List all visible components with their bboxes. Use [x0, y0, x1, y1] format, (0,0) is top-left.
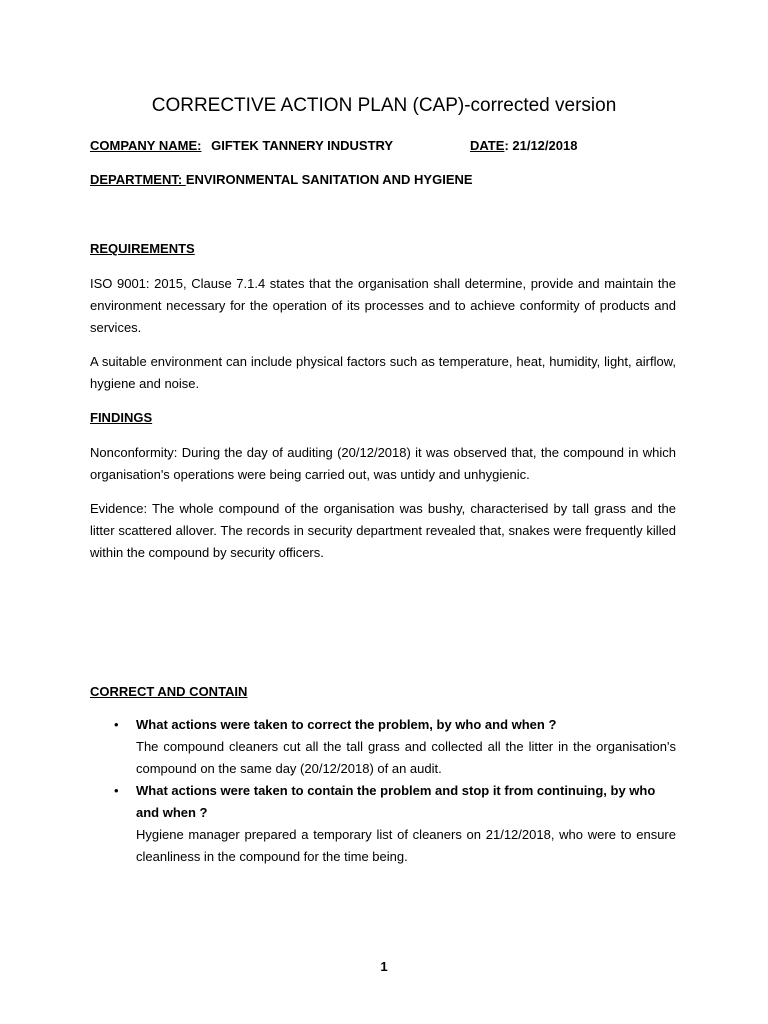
requirements-paragraph-2: A suitable environment can include physical factors such as temperature, heat, humidity, light, airflow, hygiene and noise.: [90, 354, 676, 391]
correct-contain-list: [90, 714, 676, 868]
company-line: [90, 137, 393, 155]
department-value: ENVIRONMENTAL SANITATION AND HYGIENE: [185, 172, 473, 187]
date-line: [470, 137, 577, 155]
list-item-answer: The compound cleaners cut all the tall grass and collected all the litter in the organisation's compound on the same day (20/12/2018) of an audit.: [136, 739, 676, 776]
list-item-answer: Hygiene manager prepared a temporary list of cleaners on 21/12/2018, who were to ensure cleanliness in the compound for the time being.: [136, 827, 676, 864]
page-number: 1: [380, 959, 388, 974]
list-item: [90, 780, 676, 868]
company-value: GIFTEK TANNERY INDUSTRY: [211, 138, 394, 153]
correct-contain-heading: CORRECT AND CONTAIN: [90, 684, 248, 699]
bullet-icon: •: [114, 717, 119, 732]
date-value: : 21/12/2018: [504, 138, 578, 153]
list-item: [90, 714, 676, 780]
evidence-paragraph: Evidence: The whole compound of the organisation was bushy, characterised by tall grass and the litter scattered allover. The records in security department revealed that, snakes were frequently killed within the compound by security officers.: [90, 501, 676, 560]
bullet-icon: •: [114, 783, 119, 798]
date-label: DATE: [470, 138, 505, 153]
department-label: DEPARTMENT:: [90, 172, 186, 187]
company-label: COMPANY NAME:: [90, 138, 202, 153]
document-title: CORRECTIVE ACTION PLAN (CAP)-corrected version: [151, 95, 617, 116]
department-line: [90, 171, 473, 189]
requirements-paragraph-1: ISO 9001: 2015, Clause 7.1.4 states that the organisation shall determine, provide and maintain the environment necessary for the operation of its processes and to achieve conformity of products and services.: [90, 276, 676, 335]
nonconformity-paragraph: Nonconformity: During the day of auditing (20/12/2018) it was observed that, the compound in which organisation's operations were being carried out, was untidy and unhygienic.: [90, 445, 676, 482]
requirements-heading: REQUIREMENTS: [90, 241, 195, 256]
list-item-question: What actions were taken to contain the problem and stop it from continuing, by who and when ?: [136, 783, 656, 820]
findings-heading: FINDINGS: [90, 410, 153, 425]
list-item-question: What actions were taken to correct the problem, by who and when ?: [136, 717, 557, 732]
